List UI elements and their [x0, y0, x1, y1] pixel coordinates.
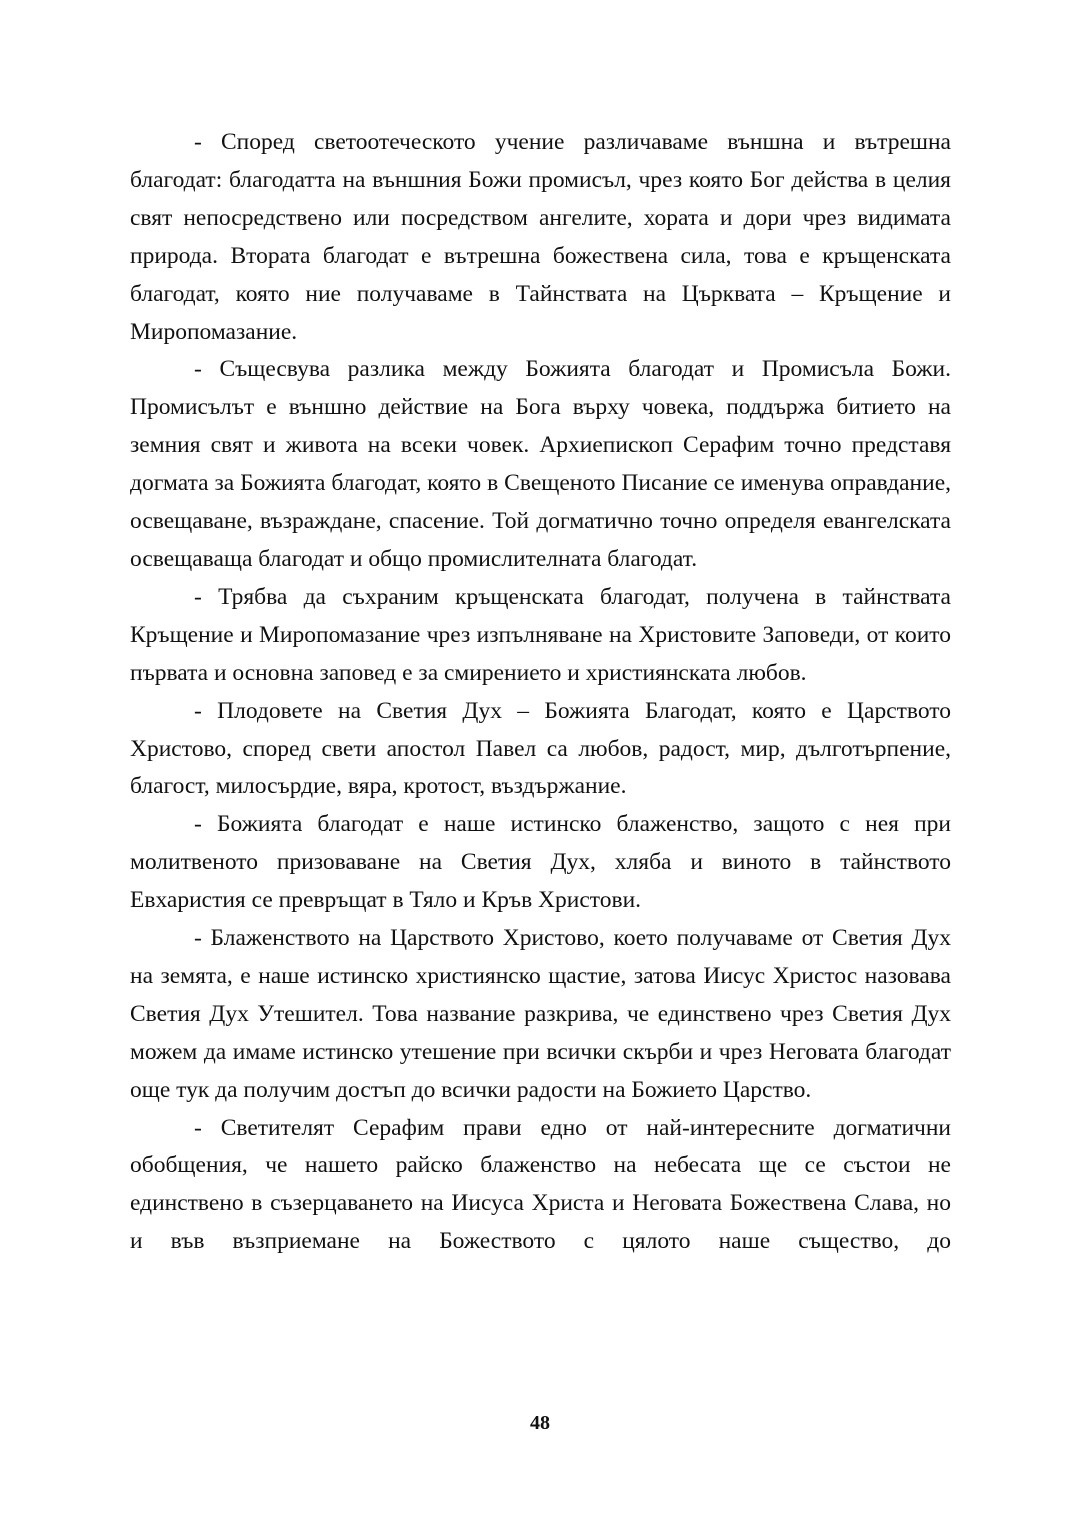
paragraph-heavenly-bliss: - Светителят Серафим прави едно от най-интересните догматични обобщения, че нашето райско блаженство на небесата ще се състои не единствено в съзерцаването на Иисуса Христа и Неговата Божествена Слава, но и във възприемане на Божеството с цялото наше същество, до: [130, 1114, 951, 1255]
paragraph-fruits-of-spirit: - Плодовете на Светия Дух – Божията Благодат, която е Царството Христово, според свети апостол Павел са любов, радост, мир, дълготърпение, благост, милосърдие, вяра, кротост, въздържание.: [130, 697, 951, 800]
paragraph-grace-providence: - Същесвува разлика между Божията благодат и Промисъла Божи. Промисълът е външно действие на Бога върху човека, поддържа битието на земния свят и живота на всеки човек. Архиепископ Серафим точно представя догмата за Божията благодат, която в Свещеното Писание се именува оправдание, освещаване, възраждане, спасение. Той догматично точно определя евангелската освещаваща благодат и общо промислителната благодат.: [130, 356, 951, 572]
body-text: [130, 124, 951, 1261]
paragraph-eucharist: - Божията благодат е наше истинско блаженство, защото с нея при молитвеното призоваване на Светия Дух, хляба и виното в тайнството Евхаристия се превръщат в Тяло и Кръв Христови.: [130, 811, 951, 914]
paragraph-preserve-grace: - Трябва да съхраним кръщенската благодат, получена в тайнствата Кръщение и Миропомазание чрез изпълняване на Христовите Заповеди, от които първата и основна заповед е за смирението и християнската любов.: [130, 583, 951, 686]
paragraph-grace-distinction: - Според светоотеческото учение различаваме външна и вътрешна благодат: благодатта на външния Божи промисъл, чрез която Бог действа в целия свят непосредствено или посредством ангелите, хората и дори чрез видимата природа. Втората благодат е вътрешна божествена сила, това е кръщенската благодат, която ние получаваме в Тайнствата на Църквата – Кръщение и Миропомазание.: [130, 129, 951, 345]
paragraph-comforter: - Блаженството на Царството Христово, което получаваме от Светия Дух на земята, е наше истинско християнско щастие, затова Иисус Христос назовава Светия Дух Утешител. Това название разкрива, че единствено чрез Светия Дух можем да имаме истинско утешение при всички скърби и чрез Неговата благодат още тук да получим достъп до всички радости на Божието Царство.: [130, 925, 951, 1103]
page-number: 48: [530, 1412, 550, 1434]
